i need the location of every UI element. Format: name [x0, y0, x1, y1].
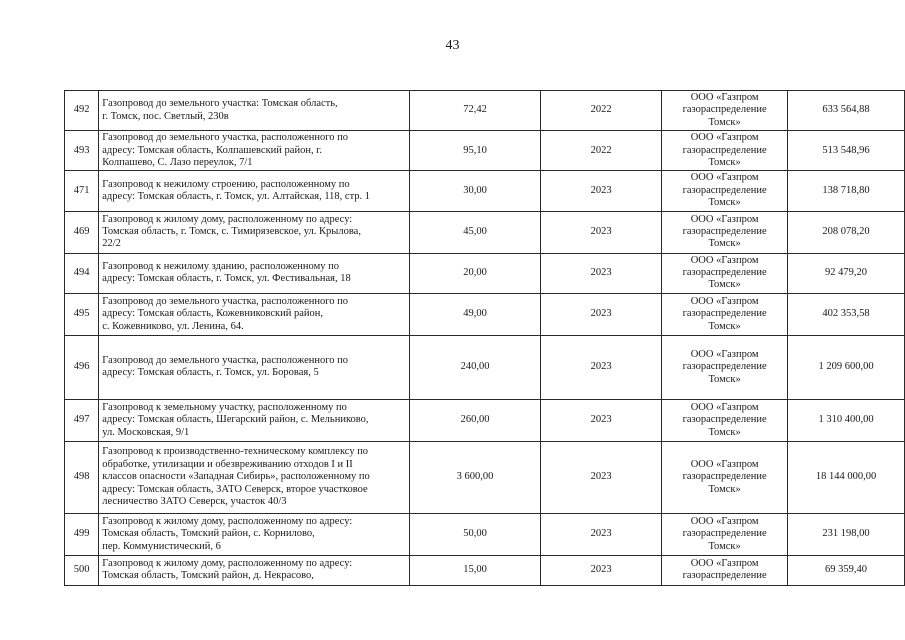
length-cell: 50,00 — [410, 513, 541, 555]
organization-line: Томск» — [708, 373, 741, 385]
organization-cell — [662, 293, 788, 335]
organization-cell — [662, 513, 788, 555]
length-cell: 30,00 — [410, 171, 541, 211]
year-cell: 2022 — [541, 91, 662, 131]
row-number-cell: 499 — [65, 513, 99, 555]
table-row — [65, 399, 905, 441]
organization-cell — [662, 441, 788, 513]
row-number-cell: 500 — [65, 555, 99, 585]
row-number-cell: 493 — [65, 131, 99, 171]
organization-line: ООО «Газпром — [690, 172, 759, 184]
organization-line: Томск» — [708, 197, 741, 209]
year-cell: 2023 — [541, 441, 662, 513]
length-cell: 240,00 — [410, 335, 541, 399]
organization-line: ООО «Газпром — [690, 92, 759, 103]
organization-cell — [662, 335, 788, 399]
organization-line: Томск» — [708, 279, 741, 291]
organization-line: газораспределение — [682, 267, 767, 279]
organization-line: газораспределение — [682, 184, 767, 196]
object-name-line: Томская область, Томский район, д. Некрасово, — [102, 570, 314, 582]
object-name-cell — [99, 253, 410, 293]
organization-line: газораспределение — [682, 414, 767, 426]
organization-cell — [662, 399, 788, 441]
object-name-line: адресу: Томская область, Кожевниковский район, — [102, 308, 323, 320]
cost-cell: 1 209 600,00 — [788, 335, 905, 399]
row-number-cell: 494 — [65, 253, 99, 293]
organization-line: газораспределение — [682, 104, 767, 116]
organization-line: ООО «Газпром — [690, 515, 759, 527]
table-row — [65, 131, 905, 171]
object-name-line: Газопровод к нежилому строению, расположенному по — [102, 178, 350, 190]
organization-line: ООО «Газпром — [690, 401, 759, 413]
cost-cell: 208 078,20 — [788, 211, 905, 253]
row-number-cell: 497 — [65, 399, 99, 441]
object-name-line: Газопровод к производственно-техническому комплексу по — [102, 446, 369, 458]
object-name-line: обработке, утилизации и обезвреживанию отходов I и II — [102, 458, 353, 470]
year-cell: 2023 — [541, 335, 662, 399]
object-name-line: Газопровод к жилому дому, расположенному по адресу: — [102, 213, 353, 225]
cost-cell: 138 718,80 — [788, 171, 905, 211]
object-name-cell — [99, 171, 410, 211]
object-name-line: Томская область, Томский район, с. Корнилово, — [102, 528, 315, 540]
object-name-line: адресу: Томская область, г. Томск, ул. Алтайская, 118, стр. 1 — [102, 191, 371, 203]
length-cell: 260,00 — [410, 399, 541, 441]
table-row — [65, 293, 905, 335]
cost-cell: 1 310 400,00 — [788, 399, 905, 441]
object-name-line: Газопровод к нежилому зданию, расположенному по — [102, 260, 339, 272]
cost-cell: 402 353,58 — [788, 293, 905, 335]
object-name-cell — [99, 399, 410, 441]
length-cell: 3 600,00 — [410, 441, 541, 513]
object-name-line: Газопровод к земельному участку, расположенному по — [102, 401, 347, 413]
year-cell: 2023 — [541, 513, 662, 555]
object-name-line: адресу: Томская область, Колпашевский район, г. — [102, 144, 322, 156]
cost-cell: 231 198,00 — [788, 513, 905, 555]
object-name-line: г. Томск, пос. Светлый, 230в — [102, 110, 229, 122]
table-row — [65, 253, 905, 293]
organization-line: ООО «Газпром — [690, 132, 759, 144]
organization-cell — [662, 555, 788, 585]
organization-line: Томск» — [708, 483, 741, 495]
year-cell: 2023 — [541, 399, 662, 441]
table-row — [65, 555, 905, 585]
cost-cell: 69 359,40 — [788, 555, 905, 585]
organization-line: ООО «Газпром — [690, 295, 759, 307]
row-number-cell: 496 — [65, 335, 99, 399]
length-cell: 15,00 — [410, 555, 541, 585]
organization-line: Томск» — [708, 157, 741, 169]
organization-line: газораспределение — [682, 570, 767, 582]
object-name-line: Колпашево, С. Лазо переулок, 7/1 — [102, 157, 253, 169]
object-name-line: адресу: Томская область, г. Томск, ул. Боровая, 5 — [102, 367, 319, 379]
year-cell: 2023 — [541, 555, 662, 585]
organization-cell — [662, 91, 788, 131]
organization-cell — [662, 171, 788, 211]
cost-cell: 18 144 000,00 — [788, 441, 905, 513]
length-cell: 49,00 — [410, 293, 541, 335]
gas-pipeline-table — [64, 90, 905, 586]
object-name-cell — [99, 211, 410, 253]
year-cell: 2022 — [541, 131, 662, 171]
object-name-line: Газопровод до земельного участка, расположенного по — [102, 295, 349, 307]
row-number-cell: 471 — [65, 171, 99, 211]
table-row — [65, 335, 905, 399]
object-name-cell — [99, 335, 410, 399]
object-name-line: классов опасности «Западная Сибирь», расположенному по — [102, 471, 370, 483]
object-name-cell — [99, 441, 410, 513]
organization-cell — [662, 211, 788, 253]
object-name-line: адресу: Томская область, ЗАТО Северск, второе участковое — [102, 483, 368, 495]
table-row — [65, 211, 905, 253]
object-name-line: Томская область, г. Томск, с. Тимирязевское, ул. Крылова, — [102, 225, 361, 237]
organization-line: Томск» — [708, 540, 741, 552]
length-cell: 95,10 — [410, 131, 541, 171]
organization-cell — [662, 131, 788, 171]
table-body — [65, 91, 905, 586]
object-name-cell — [99, 131, 410, 171]
object-name-cell — [99, 513, 410, 555]
length-cell: 72,42 — [410, 91, 541, 131]
table-row — [65, 91, 905, 131]
organization-cell — [662, 253, 788, 293]
cost-cell: 633 564,88 — [788, 91, 905, 131]
row-number-cell: 495 — [65, 293, 99, 335]
object-name-line: с. Кожевниково, ул. Ленина, 64. — [102, 320, 244, 332]
organization-line: ООО «Газпром — [690, 348, 759, 360]
object-name-line: ул. Московская, 9/1 — [102, 426, 190, 438]
year-cell: 2023 — [541, 211, 662, 253]
row-number-cell: 492 — [65, 91, 99, 131]
organization-line: газораспределение — [682, 528, 767, 540]
organization-line: газораспределение — [682, 225, 767, 237]
object-name-line: Газопровод до земельного участка, расположенного по — [102, 354, 349, 366]
year-cell: 2023 — [541, 171, 662, 211]
organization-line: ООО «Газпром — [690, 254, 759, 266]
cost-cell: 92 479,20 — [788, 253, 905, 293]
organization-line: газораспределение — [682, 361, 767, 373]
object-name-line: Газопровод к жилому дому, расположенному по адресу: — [102, 557, 353, 569]
table-row — [65, 171, 905, 211]
organization-line: ООО «Газпром — [690, 557, 759, 569]
row-number-cell: 498 — [65, 441, 99, 513]
table-row — [65, 441, 905, 513]
length-cell: 20,00 — [410, 253, 541, 293]
organization-line: газораспределение — [682, 471, 767, 483]
object-name-cell — [99, 91, 410, 131]
object-name-line: Газопровод до земельного участка, расположенного по — [102, 132, 349, 144]
object-name-cell — [99, 555, 410, 585]
organization-line: газораспределение — [682, 308, 767, 320]
year-cell: 2023 — [541, 253, 662, 293]
organization-line: Томск» — [708, 426, 741, 438]
object-name-line: адресу: Томская область, г. Томск, ул. Фестивальная, 18 — [102, 273, 351, 285]
page-number: 43 — [445, 38, 460, 53]
object-name-line: адресу: Томская область, Шегарский район, с. Мельниково, — [102, 414, 369, 426]
organization-line: ООО «Газпром — [690, 458, 759, 470]
object-name-line: Газопровод к жилому дому, расположенному по адресу: — [102, 515, 353, 527]
object-name-line: лесничество ЗАТО Северск, участок 40/3 — [102, 495, 287, 507]
organization-line: Томск» — [708, 238, 741, 250]
object-name-line: 22/2 — [102, 238, 121, 250]
organization-line: Томск» — [708, 320, 741, 332]
organization-line: Томск» — [708, 116, 741, 128]
row-number-cell: 469 — [65, 211, 99, 253]
object-name-line: пер. Коммунистический, 6 — [102, 540, 221, 552]
table-row — [65, 513, 905, 555]
organization-line: газораспределение — [682, 144, 767, 156]
year-cell: 2023 — [541, 293, 662, 335]
cost-cell: 513 548,96 — [788, 131, 905, 171]
length-cell: 45,00 — [410, 211, 541, 253]
organization-line: ООО «Газпром — [690, 213, 759, 225]
object-name-line: Газопровод до земельного участка: Томская область, — [102, 98, 338, 110]
object-name-cell — [99, 293, 410, 335]
